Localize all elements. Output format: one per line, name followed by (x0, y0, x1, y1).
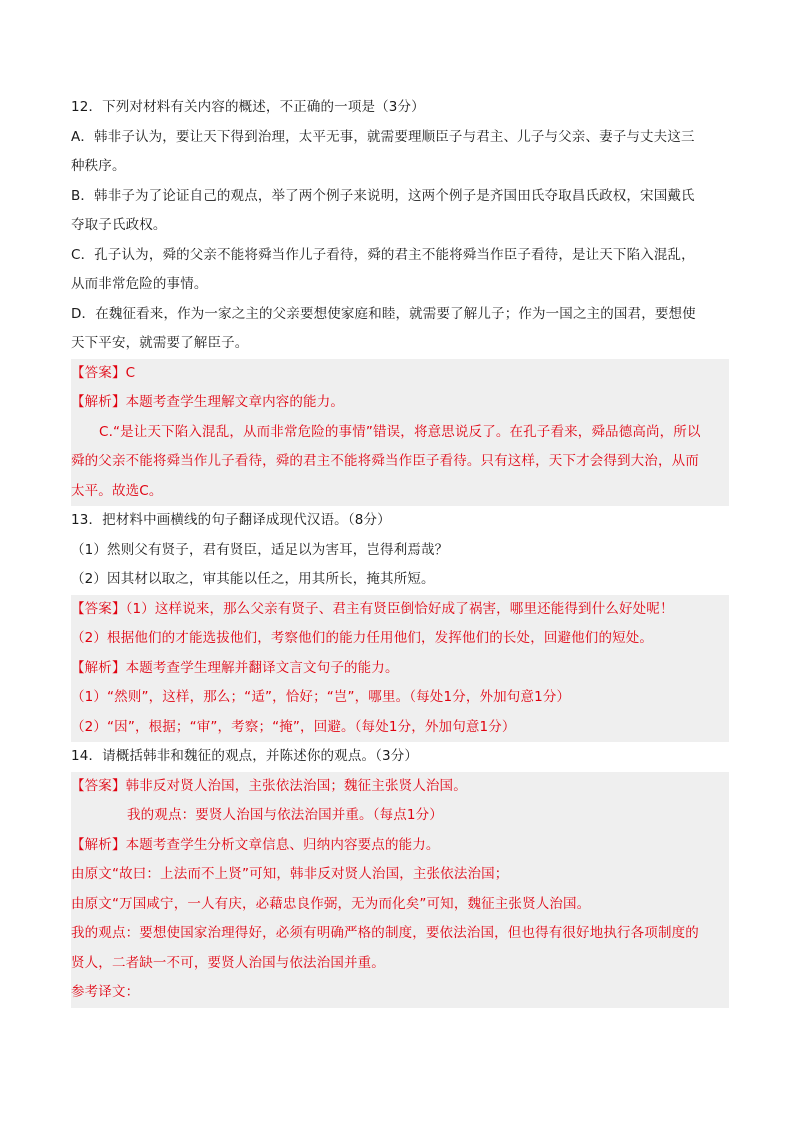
document-content (71, 93, 729, 1008)
q12-explanation-line2: 舜的父亲不能将舜当作儿子看待，舜的君主不能将舜当作臣子看待。只有这样，天下才会得到大治，从而 (71, 453, 699, 469)
q12-answer-block (71, 359, 729, 507)
q14-reference-translation-label: 参考译文： (71, 984, 140, 1000)
analysis-tag: 【解析】 (71, 659, 126, 676)
q13-point-1: （1）“然则”，这样，那么；“适”，恰好；“岂”，哪里。（每处1分，外加句意1分） (71, 689, 571, 705)
q13-stem: 13．把材料中画横线的句子翻译成现代汉语。（8分） (71, 512, 391, 528)
q12-option-c-line1: C．孔子认为，舜的父亲不能将舜当作儿子看待，舜的君主不能将舜当作臣子看待，是让天下陷入混乱， (71, 246, 695, 263)
q14-explanation-line3: 我的观点：要想使国家治理得好，必须有明确严格的制度，要依法治国，但也得有很好地执行各项制度的 (71, 925, 699, 941)
q12-option-a-line2: 种秩序。 (71, 158, 126, 174)
q14-answer-line1 (71, 772, 729, 802)
q14-answer-1: 韩非反对贤人治国，主张依法治国；魏征主张贤人治国。 (125, 777, 467, 794)
q14-answer-line2: 我的观点：要贤人治国与依法治国并重。（每点1分） (127, 807, 443, 823)
q13-answer-line1 (71, 595, 729, 625)
q12-explanation-line1: C.“是让天下陷入混乱，从而非常危险的事情”错误，将意思说反了。在孔子看来，舜品德高尚，所以 (99, 423, 701, 440)
q13-answer-1: （1）这样说来，那么父亲有贤子、君主有贤臣倒恰好成了祸害，哪里还能得到什么好处呢！ (125, 600, 674, 617)
q13-sentence-2: （2）因其材以取之，审其能以任之，用其所长，掩其所短。 (71, 571, 435, 587)
q12-option-a-line1: A．韩非子认为，要让天下得到治理，太平无事，就需要理顺臣子与君主、儿子与父亲、妻子与丈夫这三 (71, 128, 695, 145)
q13-sentence-1: （1）然则父有贤子，君有贤臣，适足以为害耳，岂得利焉哉？ (71, 541, 449, 558)
q14-explanation-line4: 贤人，二者缺一不可，要贤人治国与依法治国并重。 (71, 954, 385, 971)
q14-explanation-line2: 由原文“万国咸宁，一人有庆，必藉忠良作弼，无为而化矣”可知，魏征主张贤人治国。 (71, 895, 591, 912)
q12-option-b-line2: 夺取子氏政权。 (71, 217, 167, 233)
q12-analysis: 本题考查学生理解文章内容的能力。 (125, 394, 345, 410)
q14-explanation-line1: 由原文“故曰：上法而不上贤”可知，韩非反对贤人治国，主张依法治国； (71, 866, 509, 882)
q14-analysis-line (71, 831, 729, 861)
q13-answer-block (71, 595, 729, 743)
q13-answer-line2: （2）根据他们的才能选拔他们，考察他们的能力任用他们，发挥他们的长处，回避他们的短处。 (71, 630, 654, 646)
q12-analysis-line (71, 388, 729, 418)
q14-stem: 14．请概括韩非和魏征的观点，并陈述你的观点。（3分） (71, 748, 419, 764)
q12-option-b-line1: B．韩非子为了论证自己的观点，举了两个例子来说明，这两个例子是齐国田氏夺取昌氏政权，宋国戴氏 (71, 187, 695, 204)
q13-analysis: 本题考查学生理解并翻译文言文句子的能力。 (125, 659, 399, 676)
analysis-tag: 【解析】 (71, 836, 126, 853)
q12-option-d-line1: D．在魏征看来，作为一家之主的父亲要想使家庭和睦，就需要了解儿子；作为一国之主的国君，要想使 (71, 305, 696, 322)
answer-tag: 【答案】 (71, 777, 126, 794)
q13-point-2: （2）“因”，根据；“审”，考察；“掩”，回避。（每处1分，外加句意1分） (71, 718, 516, 735)
answer-tag: 【答案】 (71, 600, 126, 617)
q12-option-c-line2: 从而非常危险的事情。 (71, 276, 208, 292)
q14-answer-block (71, 772, 729, 1008)
q12-explanation-line3: 太平。故选C。 (71, 482, 163, 499)
q14-analysis: 本题考查学生分析文章信息、归纳内容要点的能力。 (125, 836, 440, 853)
q12-option-d-line2: 天下平安，就需要了解臣子。 (71, 335, 249, 351)
q12-answer-line (71, 359, 729, 389)
q13-analysis-line (71, 654, 729, 684)
answer-tag: 【答案】 (71, 364, 126, 381)
q12-stem: 12．下列对材料有关内容的概述，不正确的一项是（3分） (71, 99, 425, 115)
analysis-tag: 【解析】 (71, 394, 126, 410)
q12-answer: C (125, 364, 136, 381)
